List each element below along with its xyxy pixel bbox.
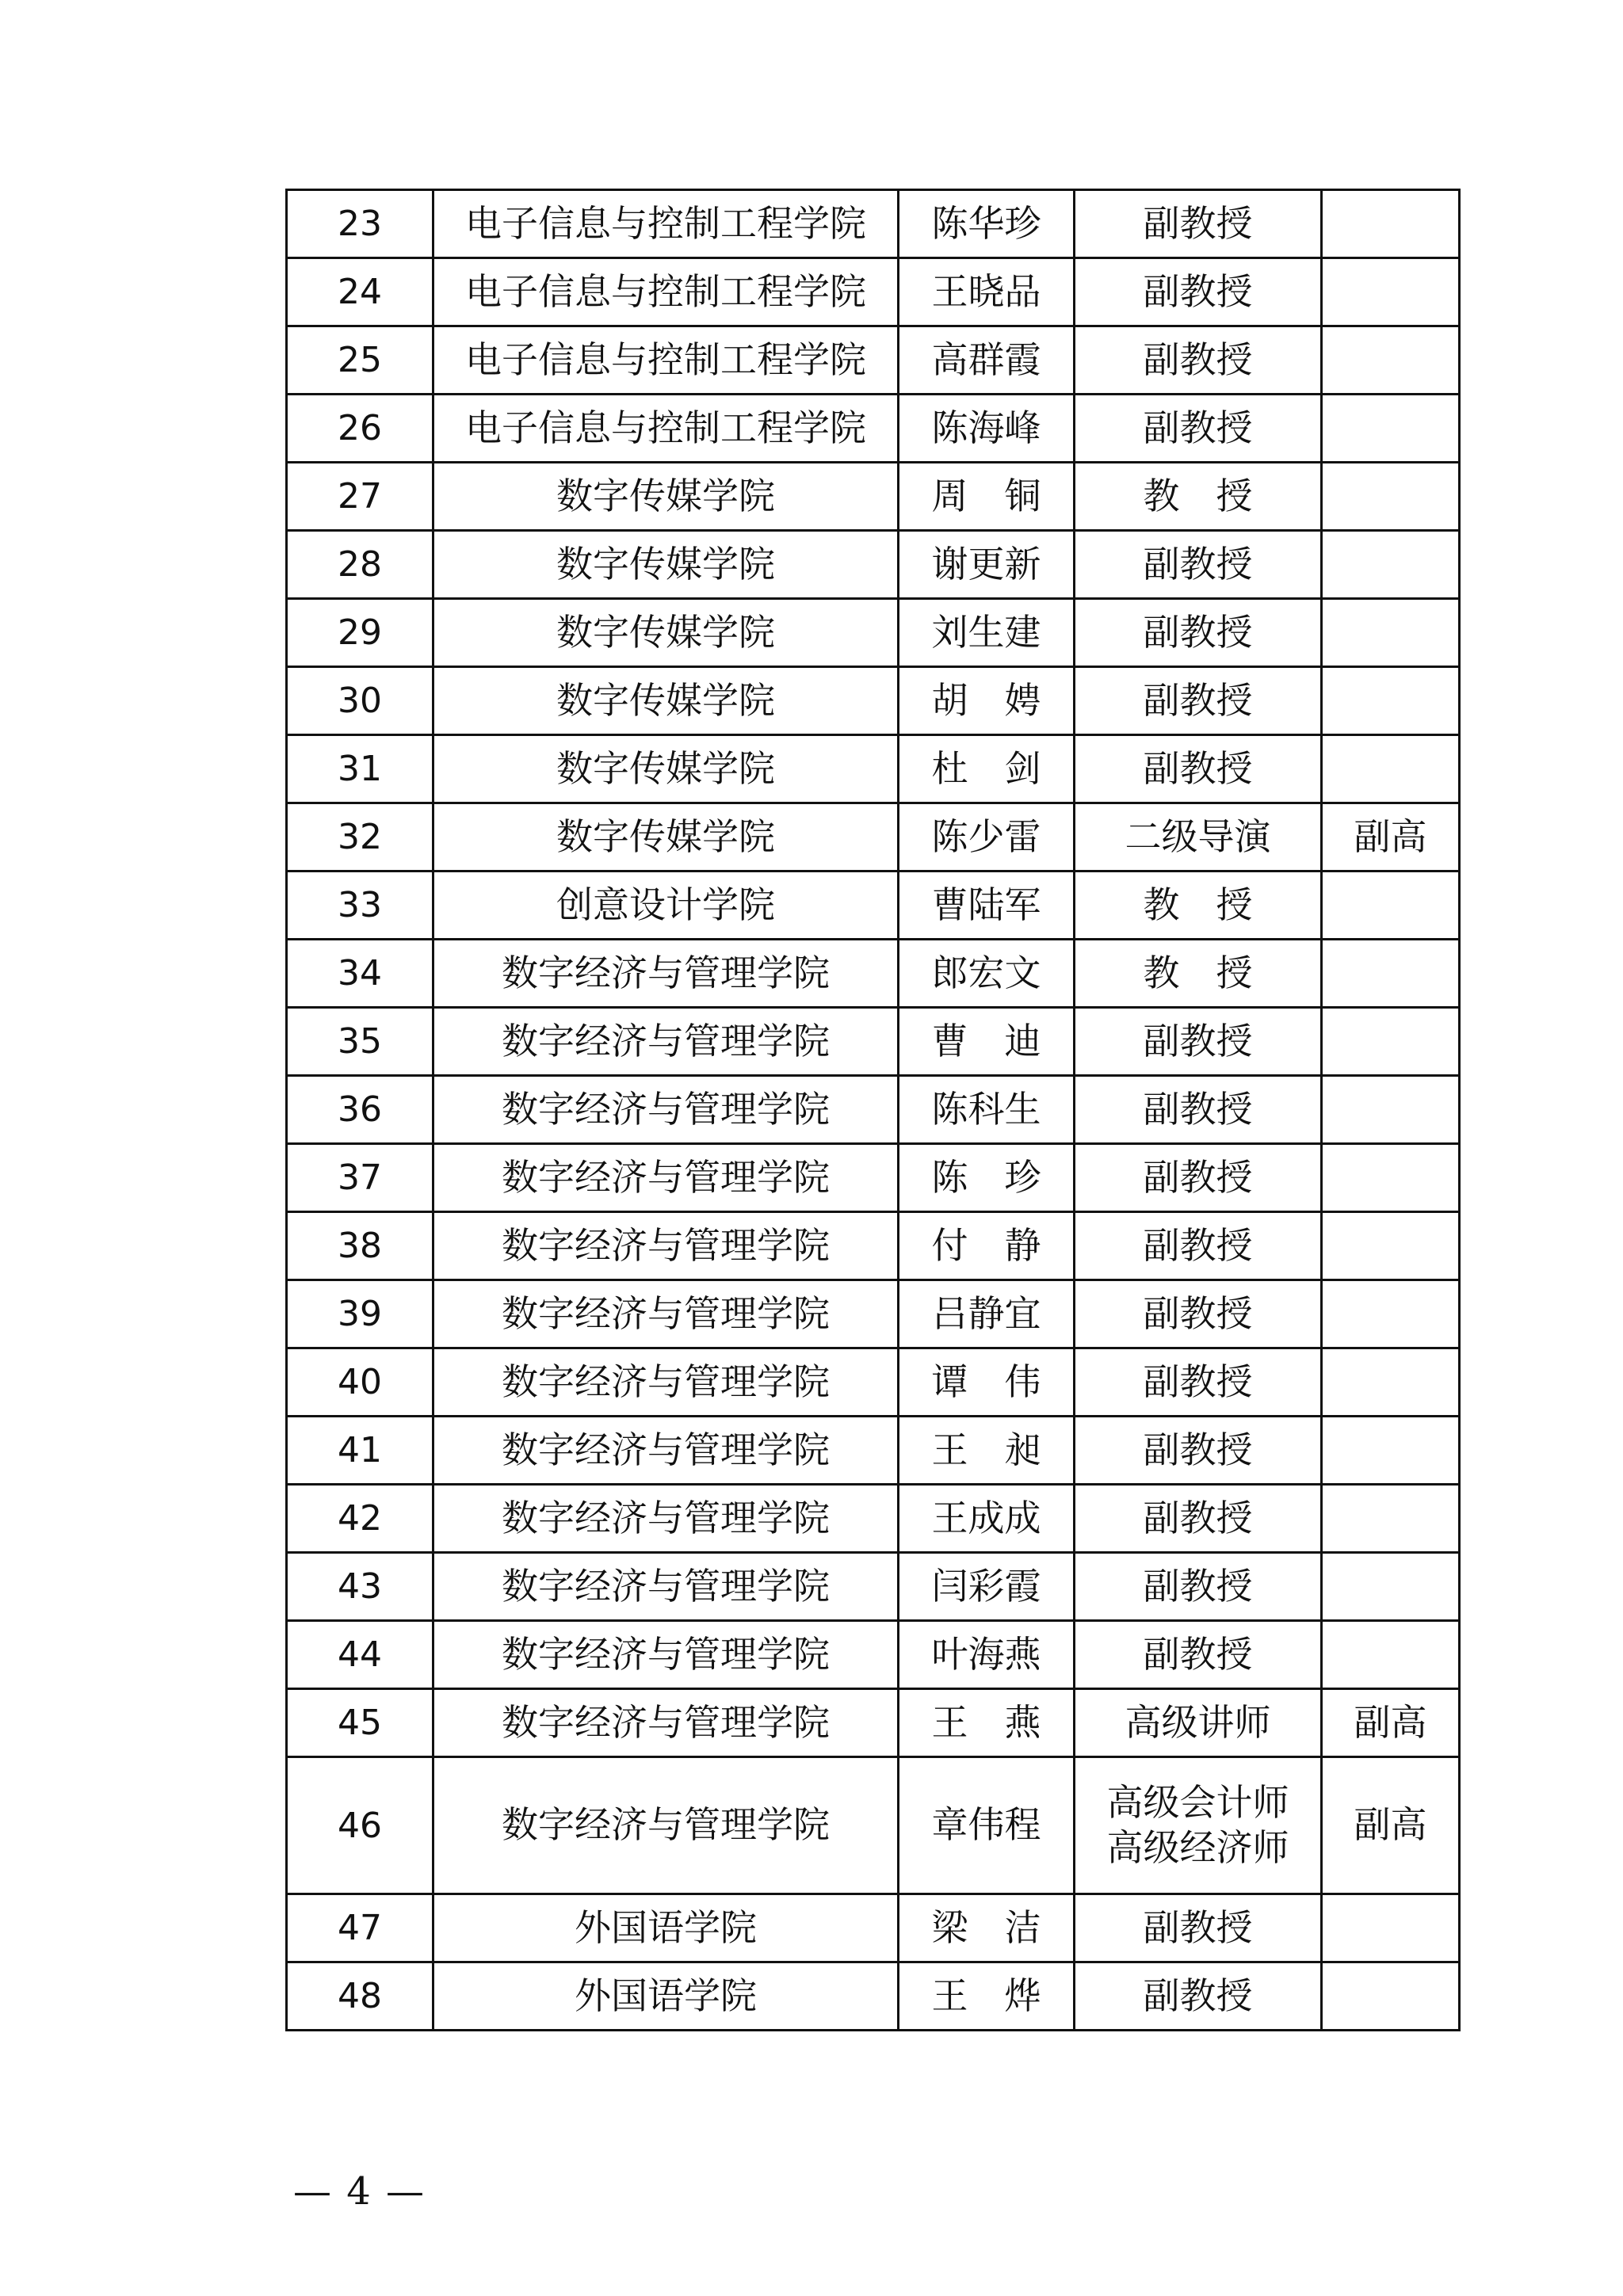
name-cell: 陈少雷 <box>899 803 1075 871</box>
title-line: 副教授 <box>1143 746 1253 790</box>
name-cell: 陈华珍 <box>899 190 1075 258</box>
college-cell: 数字经济与管理学院 <box>433 1280 899 1348</box>
college-cell: 数字传媒学院 <box>433 803 899 871</box>
table-row <box>287 1417 1460 1485</box>
name-cell: 王成成 <box>899 1485 1075 1553</box>
name-cell: 王 燕 <box>899 1689 1075 1757</box>
row-number-cell: 25 <box>287 326 433 395</box>
note-cell <box>1322 326 1460 395</box>
title-line: 副教授 <box>1143 1223 1253 1267</box>
note-cell <box>1322 667 1460 735</box>
note-cell <box>1322 1894 1460 1962</box>
college-cell: 数字传媒学院 <box>433 667 899 735</box>
table-body <box>287 190 1460 2031</box>
title-line: 副教授 <box>1143 406 1253 449</box>
college-cell: 数字经济与管理学院 <box>433 1417 899 1485</box>
college-cell: 数字经济与管理学院 <box>433 1348 899 1417</box>
table-row <box>287 599 1460 667</box>
college-cell: 数字经济与管理学院 <box>433 940 899 1008</box>
table-row <box>287 1962 1460 2031</box>
table-row <box>287 667 1460 735</box>
title-cell <box>1075 1894 1322 1962</box>
table-row <box>287 1076 1460 1144</box>
title-line: 副教授 <box>1143 1974 1253 2017</box>
college-cell: 数字传媒学院 <box>433 531 899 599</box>
title-line: 教 授 <box>1143 883 1253 926</box>
row-number-cell: 35 <box>287 1008 433 1076</box>
table-row <box>287 463 1460 531</box>
row-number-cell: 30 <box>287 667 433 735</box>
note-cell <box>1322 1417 1460 1485</box>
table-row <box>287 940 1460 1008</box>
row-number-cell: 47 <box>287 1894 433 1962</box>
table-row <box>287 1144 1460 1212</box>
title-line: 副教授 <box>1143 678 1253 722</box>
name-cell: 王 昶 <box>899 1417 1075 1485</box>
table-row <box>287 1621 1460 1689</box>
title-line: 副教授 <box>1143 542 1253 585</box>
table-row <box>287 1757 1460 1894</box>
title-cell <box>1075 463 1322 531</box>
name-cell: 闫彩霞 <box>899 1553 1075 1621</box>
note-cell <box>1322 190 1460 258</box>
college-cell: 创意设计学院 <box>433 871 899 940</box>
row-number-cell: 29 <box>287 599 433 667</box>
title-cell <box>1075 1621 1322 1689</box>
table-row <box>287 395 1460 463</box>
college-cell: 数字传媒学院 <box>433 735 899 803</box>
row-number-cell: 48 <box>287 1962 433 2031</box>
title-cell <box>1075 1008 1322 1076</box>
title-cell <box>1075 326 1322 395</box>
title-line: 副教授 <box>1143 1564 1253 1608</box>
name-cell: 陈海峰 <box>899 395 1075 463</box>
name-cell: 谢更新 <box>899 531 1075 599</box>
title-line: 副教授 <box>1143 269 1253 313</box>
college-cell: 电子信息与控制工程学院 <box>433 326 899 395</box>
name-cell: 梁 洁 <box>899 1894 1075 1962</box>
note-cell <box>1322 1553 1460 1621</box>
title-cell <box>1075 599 1322 667</box>
note-cell <box>1322 395 1460 463</box>
title-cell <box>1075 1144 1322 1212</box>
name-cell: 周 铜 <box>899 463 1075 531</box>
title-line: 副教授 <box>1143 338 1253 381</box>
name-cell: 陈 珍 <box>899 1144 1075 1212</box>
page-number: — 4 — <box>293 2169 426 2214</box>
table-row <box>287 1689 1460 1757</box>
name-cell: 付 静 <box>899 1212 1075 1280</box>
title-line: 高级讲师 <box>1125 1700 1271 1744</box>
title-line: 教 授 <box>1143 474 1253 517</box>
row-number-cell: 38 <box>287 1212 433 1280</box>
row-number-cell: 34 <box>287 940 433 1008</box>
row-number-cell: 45 <box>287 1689 433 1757</box>
name-cell: 曹 迪 <box>899 1008 1075 1076</box>
row-number-cell: 31 <box>287 735 433 803</box>
college-cell: 数字经济与管理学院 <box>433 1076 899 1144</box>
title-line: 二级导演 <box>1125 814 1271 858</box>
title-line: 副教授 <box>1143 1087 1253 1131</box>
note-cell <box>1322 258 1460 326</box>
table-row <box>287 190 1460 258</box>
title-cell <box>1075 803 1322 871</box>
note-cell <box>1322 735 1460 803</box>
name-cell: 谭 伟 <box>899 1348 1075 1417</box>
name-cell: 王晓品 <box>899 258 1075 326</box>
table-row <box>287 735 1460 803</box>
title-cell <box>1075 1280 1322 1348</box>
table-row <box>287 258 1460 326</box>
title-line: 副教授 <box>1143 201 1253 245</box>
name-cell: 曹陆军 <box>899 871 1075 940</box>
table-row <box>287 1894 1460 1962</box>
row-number-cell: 40 <box>287 1348 433 1417</box>
title-cell <box>1075 258 1322 326</box>
note-cell <box>1322 1076 1460 1144</box>
note-cell <box>1322 1144 1460 1212</box>
title-cell <box>1075 940 1322 1008</box>
college-cell: 数字传媒学院 <box>433 463 899 531</box>
note-cell <box>1322 599 1460 667</box>
row-number-cell: 27 <box>287 463 433 531</box>
name-cell: 陈科生 <box>899 1076 1075 1144</box>
college-cell: 数字经济与管理学院 <box>433 1689 899 1757</box>
title-cell <box>1075 1212 1322 1280</box>
title-cell <box>1075 667 1322 735</box>
title-cell <box>1075 531 1322 599</box>
note-cell <box>1322 1621 1460 1689</box>
note-cell <box>1322 871 1460 940</box>
name-cell: 胡 娉 <box>899 667 1075 735</box>
row-number-cell: 33 <box>287 871 433 940</box>
title-line: 副教授 <box>1143 1360 1253 1403</box>
name-cell: 郎宏文 <box>899 940 1075 1008</box>
note-cell <box>1322 1280 1460 1348</box>
row-number-cell: 44 <box>287 1621 433 1689</box>
row-number-cell: 37 <box>287 1144 433 1212</box>
row-number-cell: 36 <box>287 1076 433 1144</box>
title-cell <box>1075 1417 1322 1485</box>
note-cell <box>1322 940 1460 1008</box>
note-cell <box>1322 463 1460 531</box>
college-cell: 数字经济与管理学院 <box>433 1553 899 1621</box>
row-number-cell: 43 <box>287 1553 433 1621</box>
table-row <box>287 803 1460 871</box>
table-row <box>287 1485 1460 1553</box>
row-number-cell: 46 <box>287 1757 433 1894</box>
college-cell: 数字经济与管理学院 <box>433 1621 899 1689</box>
name-cell: 杜 剑 <box>899 735 1075 803</box>
title-cell <box>1075 1485 1322 1553</box>
row-number-cell: 42 <box>287 1485 433 1553</box>
college-cell: 电子信息与控制工程学院 <box>433 395 899 463</box>
note-cell <box>1322 1008 1460 1076</box>
row-number-cell: 28 <box>287 531 433 599</box>
title-line: 副教授 <box>1143 1019 1253 1062</box>
college-cell: 外国语学院 <box>433 1894 899 1962</box>
note-cell <box>1322 1212 1460 1280</box>
title-line: 副教授 <box>1143 1428 1253 1471</box>
row-number-cell: 32 <box>287 803 433 871</box>
title-cell <box>1075 1757 1322 1894</box>
title-line: 副教授 <box>1143 1496 1253 1539</box>
note-cell: 副高 <box>1322 803 1460 871</box>
title-line: 副教授 <box>1143 1632 1253 1676</box>
title-cell <box>1075 1553 1322 1621</box>
note-cell: 副高 <box>1322 1757 1460 1894</box>
name-cell: 刘生建 <box>899 599 1075 667</box>
name-cell: 王 烨 <box>899 1962 1075 2031</box>
title-line: 高级经济师 <box>1106 1826 1289 1869</box>
row-number-cell: 26 <box>287 395 433 463</box>
table-row <box>287 531 1460 599</box>
table-row <box>287 1348 1460 1417</box>
name-cell: 高群霞 <box>899 326 1075 395</box>
name-cell: 吕静宜 <box>899 1280 1075 1348</box>
title-cell <box>1075 1076 1322 1144</box>
note-cell <box>1322 1962 1460 2031</box>
note-cell <box>1322 1485 1460 1553</box>
title-line: 副教授 <box>1143 1155 1253 1199</box>
college-cell: 数字经济与管理学院 <box>433 1144 899 1212</box>
table-row <box>287 1280 1460 1348</box>
staff-title-table <box>285 189 1461 2031</box>
college-cell: 数字传媒学院 <box>433 599 899 667</box>
row-number-cell: 23 <box>287 190 433 258</box>
title-cell <box>1075 395 1322 463</box>
row-number-cell: 39 <box>287 1280 433 1348</box>
name-cell: 叶海燕 <box>899 1621 1075 1689</box>
note-cell: 副高 <box>1322 1689 1460 1757</box>
title-cell <box>1075 1689 1322 1757</box>
title-line: 高级会计师 <box>1106 1780 1289 1824</box>
college-cell: 电子信息与控制工程学院 <box>433 190 899 258</box>
college-cell: 数字经济与管理学院 <box>433 1757 899 1894</box>
college-cell: 数字经济与管理学院 <box>433 1485 899 1553</box>
table-row <box>287 1553 1460 1621</box>
title-line: 副教授 <box>1143 1905 1253 1949</box>
title-line: 教 授 <box>1143 951 1253 994</box>
row-number-cell: 41 <box>287 1417 433 1485</box>
title-cell <box>1075 871 1322 940</box>
college-cell: 外国语学院 <box>433 1962 899 2031</box>
note-cell <box>1322 531 1460 599</box>
title-cell <box>1075 190 1322 258</box>
note-cell <box>1322 1348 1460 1417</box>
table-row <box>287 871 1460 940</box>
row-number-cell: 24 <box>287 258 433 326</box>
name-cell: 章伟程 <box>899 1757 1075 1894</box>
college-cell: 数字经济与管理学院 <box>433 1008 899 1076</box>
title-line: 副教授 <box>1143 610 1253 654</box>
college-cell: 数字经济与管理学院 <box>433 1212 899 1280</box>
table-row <box>287 326 1460 395</box>
title-cell <box>1075 735 1322 803</box>
table-row <box>287 1212 1460 1280</box>
college-cell: 电子信息与控制工程学院 <box>433 258 899 326</box>
title-cell <box>1075 1962 1322 2031</box>
table-row <box>287 1008 1460 1076</box>
title-cell <box>1075 1348 1322 1417</box>
title-line: 副教授 <box>1143 1291 1253 1335</box>
